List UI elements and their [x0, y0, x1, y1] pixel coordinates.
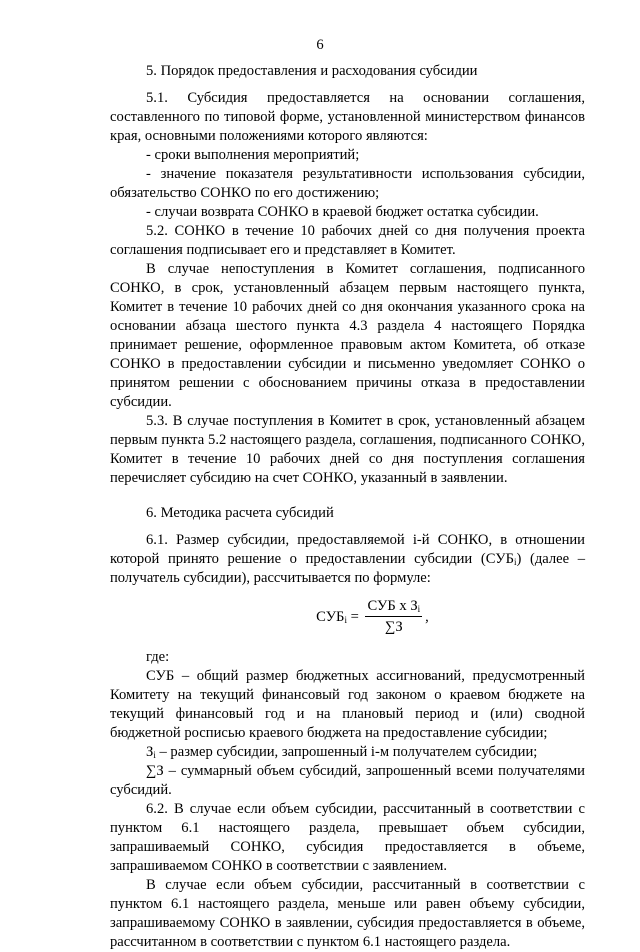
definition-sum-requested: ∑З – суммарный объем субсидий, запрошенный всеми получателями субсидий. — [110, 763, 585, 798]
section-6-heading: 6. Методика расчета субсидий — [146, 505, 334, 521]
formula-equals: = — [346, 608, 363, 625]
section-5-heading: 5. Порядок предоставления и расходования субсидии — [146, 63, 478, 79]
paragraph-6-1-text-b: ) (далее – получатель субсидии), рассчитывается по формуле: — [110, 551, 585, 586]
definition-sub-total: СУБ – общий размер бюджетных ассигнований, предусмотренный Комитету на текущий финансовый год законом о краевом бюджете на текущий финансовый год и на плановый период и (или) сводной бюджетной росписью краевого бюджета на предоставление субсидии; — [110, 668, 585, 741]
list-item-return: - случаи возврата СОНКО в краевой бюджет остатка субсидии. — [146, 204, 539, 220]
paragraph-5-3: 5.3. В случае поступления в Комитет в срок, установленный абзацем первым пункта 5.2 настоящего раздела, соглашения, подписанного СОНКО, Комитет в течение 10 рабочих дней со дня поступления соглашения перечисляет субсидию на счет СОНКО, указанный в заявлении. — [110, 413, 585, 486]
paragraph-6-1-text-a: 6.1. Размер субсидии, предоставляемой i-й СОНКО, в отношении которой принято решение о предоставлении субсидии (СУБ — [110, 532, 585, 567]
definition-text: – размер субсидии, запрошенный i-м получателем субсидии; — [155, 744, 538, 760]
definition-symbol-sub: i — [153, 750, 156, 760]
definition-symbol: З — [146, 744, 154, 760]
where-label: где: — [146, 649, 170, 665]
list-item-indicator: - значение показателя результативности использования субсидии, обязательство СОНКО по его достижению; — [110, 166, 585, 201]
formula-numerator-sub: i — [417, 604, 421, 614]
paragraph-6-1 — [110, 531, 585, 588]
paragraph-6-1-sub: i — [513, 557, 517, 567]
formula-numerator-text: СУБ x З — [367, 598, 418, 614]
paragraph-5-1: 5.1. Субсидия предоставляется на основании соглашения, составленного по типовой форме, установленной министерством финансов края, основными положениями которого являются: — [110, 90, 585, 144]
document-body — [110, 62, 585, 952]
paragraph-6-2-second: В случае если объем субсидии, рассчитанный в соответствии с пунктом 6.1 настоящего раздела, меньше или равен объему субсидии, запрашиваемому СОНКО в заявлении, субсидия предоставляется в объеме, рассчитанном в соответствии с пунктом 6.1 настоящего раздела. — [110, 877, 585, 950]
formula-lhs — [316, 608, 347, 627]
formula-numerator — [365, 598, 422, 617]
formula-lhs-symbol: СУБ — [316, 608, 345, 625]
paragraph-5-2: 5.2. СОНКО в течение 10 рабочих дней со дня получения проекта соглашения подписывает его и представляет в Комитет. — [110, 223, 585, 258]
formula-denominator: ∑З — [384, 619, 403, 635]
formula-fraction — [365, 598, 422, 636]
paragraph-6-2: 6.2. В случае если объем субсидии, рассчитанный в соответствии с пунктом 6.1 настоящего раздела, превышает объем субсидии, запрашиваемый СОНКО, субсидия предоставляется в объеме, запрашиваемом СОНКО в соответствии с заявлением. — [110, 801, 585, 874]
formula-lhs-sub: i — [344, 614, 347, 625]
page-number: 6 — [316, 37, 324, 53]
subsidy-formula — [110, 598, 585, 636]
paragraph-5-2-refusal: В случае непоступления в Комитет соглашения, подписанного СОНКО, в срок, установленный абзацем первым настоящего пункта, Комитет в течение 10 рабочих дней со дня окончания указанного срока на основании абзаца шестого пункта 4.3 раздела 4 настоящего Порядка принимает решение, оформленное правовым актом Комитета, об отказе СОНКО в предоставлении субсидии и письменно уведомляет СОНКО о принятом решении с обоснованием причины отказа в предоставлении субсидии. — [110, 261, 585, 410]
definition-requested-i — [110, 743, 585, 762]
list-item-terms: - сроки выполнения мероприятий; — [146, 147, 360, 163]
formula-comma: , — [425, 608, 429, 625]
